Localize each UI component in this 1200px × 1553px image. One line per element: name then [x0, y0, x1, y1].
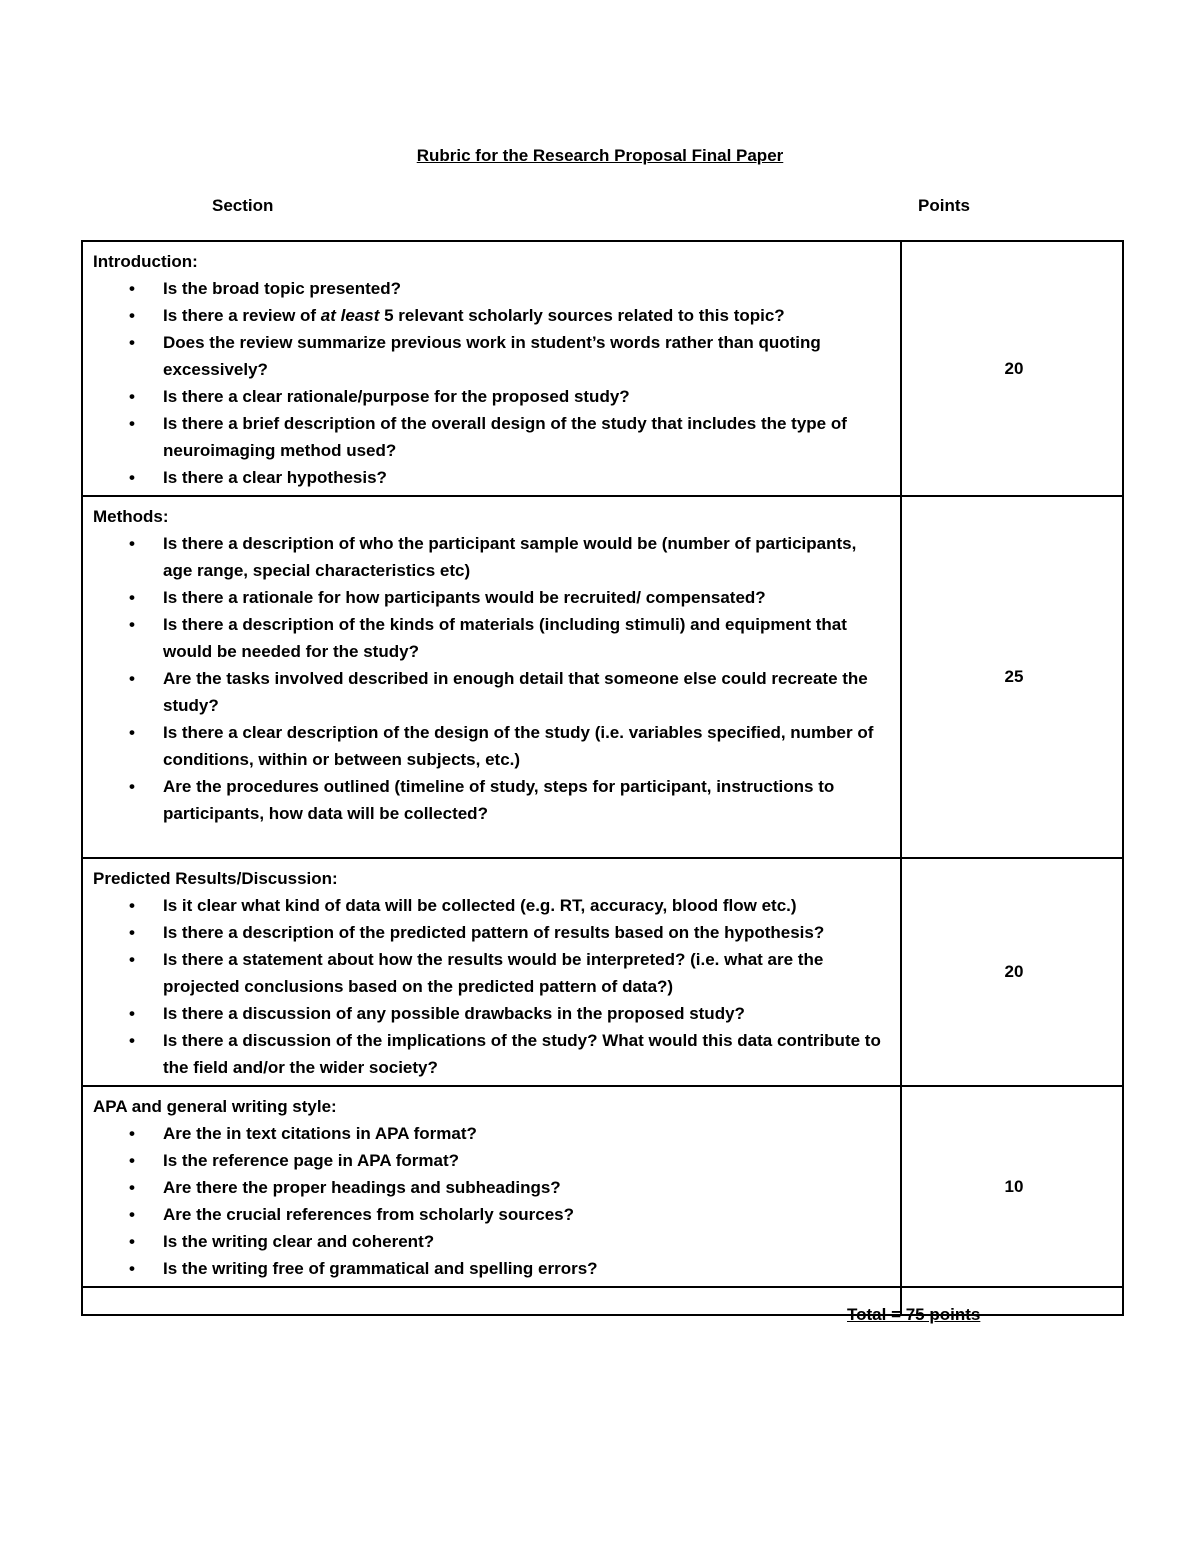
list-item [93, 530, 892, 584]
criterion-text: Are the crucial references from scholarly sources? [163, 1205, 575, 1224]
criteria-cell [82, 858, 901, 1086]
points-cell [901, 858, 1123, 1086]
list-item [93, 584, 892, 611]
section-heading: Introduction: [93, 252, 198, 271]
criterion-text: Is it clear what kind of data will be collected (e.g. RT, accuracy, blood flow etc.) [163, 896, 797, 915]
criterion-text: Is there a clear description of the design of the study (i.e. variables specified, number of conditions, within or between subjects, etc.) [163, 723, 874, 769]
criteria-list [93, 275, 892, 491]
empty-cell [82, 1287, 901, 1315]
criterion-text: Are the procedures outlined (timeline of study, steps for participant, instructions to participants, how data will be collected? [163, 777, 835, 823]
bullet-icon: • [129, 896, 135, 915]
list-item [93, 611, 892, 665]
criterion-text: Are the in text citations in APA format? [163, 1124, 477, 1143]
criteria-list [93, 530, 892, 827]
list-item [93, 410, 892, 464]
list-item [93, 1147, 892, 1174]
bullet-icon: • [129, 950, 135, 969]
criterion-text: Is there a clear rationale/purpose for the proposed study? [163, 387, 630, 406]
list-item [93, 275, 892, 302]
bullet-icon: • [129, 615, 135, 634]
criterion-text: Is there a discussion of any possible drawbacks in the proposed study? [163, 1004, 745, 1023]
bullet-icon: • [129, 777, 135, 796]
criterion-text: Is there a statement about how the results would be interpreted? (i.e. what are the projected conclusions based on the predicted pattern of data?) [163, 950, 824, 996]
points-value: 10 [1004, 1176, 1024, 1196]
list-item [93, 773, 892, 827]
criterion-text: Is there a description of the predicted pattern of results based on the hypothesis? [163, 923, 825, 942]
rubric-row [82, 1086, 1123, 1287]
criteria-list [93, 1120, 892, 1282]
list-item [93, 464, 892, 491]
criteria-cell [82, 1086, 901, 1287]
bullet-icon: • [129, 1124, 135, 1143]
points-value: 20 [1004, 962, 1024, 981]
list-item [93, 1174, 892, 1201]
criterion-text: Is the writing free of grammatical and spelling errors? [163, 1259, 598, 1278]
points-cell [901, 241, 1123, 496]
column-header-section: Section [212, 196, 274, 215]
points-value: 25 [1004, 667, 1024, 686]
document-title: Rubric for the Research Proposal Final Paper [416, 146, 784, 165]
list-item [93, 302, 892, 329]
list-item [93, 383, 892, 410]
bullet-icon: • [129, 468, 135, 487]
bullet-icon: • [129, 1004, 135, 1023]
bullet-icon: • [129, 1031, 135, 1050]
list-item [93, 946, 892, 1000]
criteria-cell [82, 241, 901, 496]
bullet-icon: • [129, 588, 135, 607]
list-item [93, 719, 892, 773]
bullet-icon: • [129, 1259, 135, 1278]
list-item [93, 1027, 892, 1081]
criterion-text: Is there a rationale for how participants would be recruited/ compensated? [163, 588, 766, 607]
bullet-icon: • [129, 669, 135, 688]
criterion-text: Is the reference page in APA format? [163, 1151, 459, 1170]
bullet-icon: • [129, 414, 135, 433]
bullet-icon: • [129, 723, 135, 742]
bullet-icon: • [129, 1205, 135, 1224]
rubric-row [82, 858, 1123, 1086]
points-cell [901, 1086, 1123, 1287]
section-heading: APA and general writing style: [93, 1097, 337, 1116]
list-item [93, 665, 892, 719]
list-item [93, 1255, 892, 1282]
points-value: 20 [1004, 358, 1024, 378]
criterion-text: Is there a description of who the participant sample would be (number of participants, age range, special characteristics etc) [163, 534, 857, 580]
points-cell [901, 496, 1123, 858]
rubric-table [81, 240, 1124, 1316]
list-item [93, 1228, 892, 1255]
criterion-text: Is there a clear hypothesis? [163, 468, 387, 487]
list-item [93, 1120, 892, 1147]
criterion-text: Is there a review of at least 5 relevant scholarly sources related to this topic? [163, 306, 785, 325]
criterion-text: Are the tasks involved described in enough detail that someone else could recreate the study? [163, 669, 868, 715]
list-item [93, 329, 892, 383]
list-item [93, 1000, 892, 1027]
bullet-icon: • [129, 923, 135, 942]
bullet-icon: • [129, 534, 135, 553]
list-item [93, 919, 892, 946]
criterion-text: Is there a discussion of the implications of the study? What would this data contribute to the field and/or the wider society? [163, 1031, 881, 1077]
criteria-cell [82, 496, 901, 858]
bullet-icon: • [129, 279, 135, 298]
bullet-icon: • [129, 1178, 135, 1197]
total-points: Total = 75 points [847, 1305, 981, 1324]
criteria-list [93, 892, 892, 1081]
bullet-icon: • [129, 333, 135, 352]
bullet-icon: • [129, 1151, 135, 1170]
list-item [93, 1201, 892, 1228]
rubric-row [82, 496, 1123, 858]
column-header-points: Points [918, 196, 970, 215]
section-heading: Methods: [93, 507, 169, 526]
criterion-text: Is the writing clear and coherent? [163, 1232, 435, 1251]
criterion-text: Is there a brief description of the overall design of the study that includes the type of neuroimaging method used? [163, 414, 847, 460]
criterion-text: Does the review summarize previous work in student’s words rather than quoting excessively? [163, 333, 821, 379]
criterion-text: Are there the proper headings and subheadings? [163, 1178, 561, 1197]
criterion-text: Is there a description of the kinds of materials (including stimuli) and equipment that would be needed for the study? [163, 615, 847, 661]
bullet-icon: • [129, 1232, 135, 1251]
bullet-icon: • [129, 387, 135, 406]
list-item [93, 892, 892, 919]
rubric-row [82, 241, 1123, 496]
section-heading: Predicted Results/Discussion: [93, 869, 338, 888]
criterion-text: Is the broad topic presented? [163, 279, 402, 298]
bullet-icon: • [129, 306, 135, 325]
